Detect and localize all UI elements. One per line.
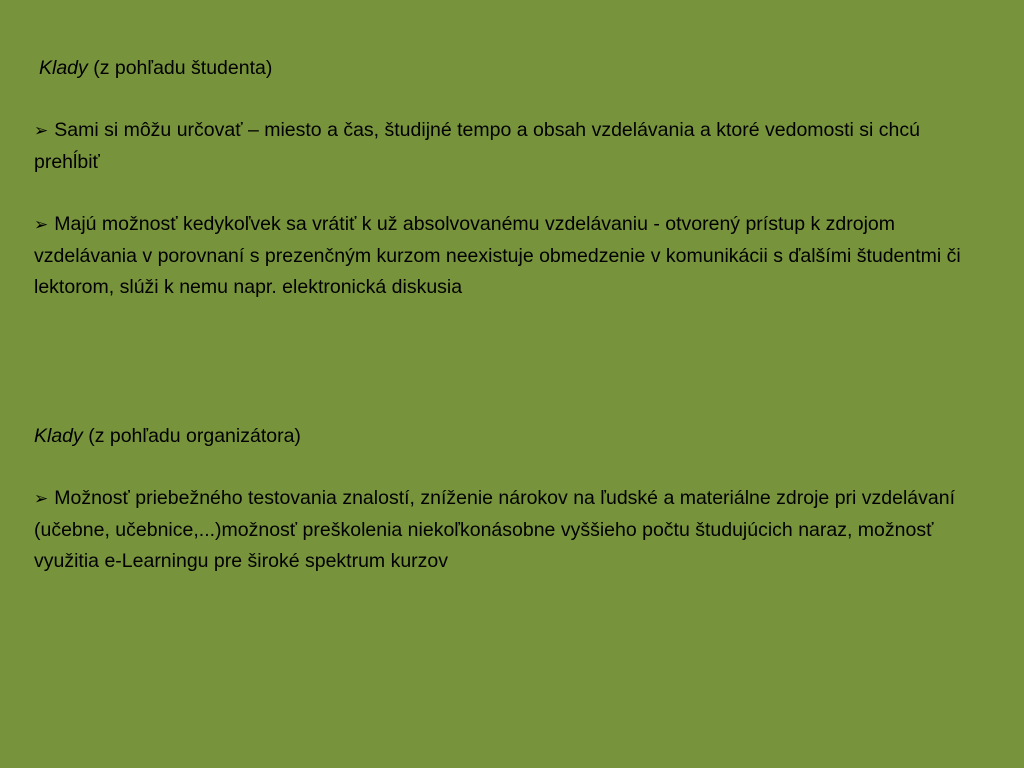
arrow-bullet-icon: ➢ [34,489,49,509]
heading-emphasis: Klady [34,425,83,447]
section-student-benefits [34,53,964,334]
section-organizer-benefits [34,421,964,608]
bullet-text: Majú možnosť kedykoľvek sa vrátiť k už absolvovanému vzdelávaniu - otvorený prístup k zdrojom vzdelávania v porovnaní s prezenčným kurzom neexistuje obmedzenie v komunikácii s ďalšími študentmi či lektorom, slúži k nemu napr. elektronická diskusia [34,213,961,298]
section-heading [34,53,964,84]
heading-emphasis: Klady [39,57,88,79]
bullet-item [34,209,964,303]
bullet-text: Možnosť priebežného testovania znalostí, zníženie nárokov na ľudské a materiálne zdroje pri vzdelávaní (učebne, učebnice,...)možnosť preškolenia niekoľkonásobne vyššieho počtu študujúcich naraz, možnosť využitia e-Learningu pre široké spektrum kurzov [34,487,956,572]
arrow-bullet-icon: ➢ [34,215,49,235]
bullet-item [34,115,964,178]
heading-rest: (z pohľadu študenta) [87,57,273,79]
section-heading [34,421,964,452]
bullet-item [34,483,964,577]
arrow-bullet-icon: ➢ [34,121,49,141]
bullet-text: Sami si môžu určovať – miesto a čas, študijné tempo a obsah vzdelávania a ktoré vedomosti si chcú prehĺbiť [34,119,920,173]
heading-rest: (z pohľadu organizátora) [82,425,301,447]
